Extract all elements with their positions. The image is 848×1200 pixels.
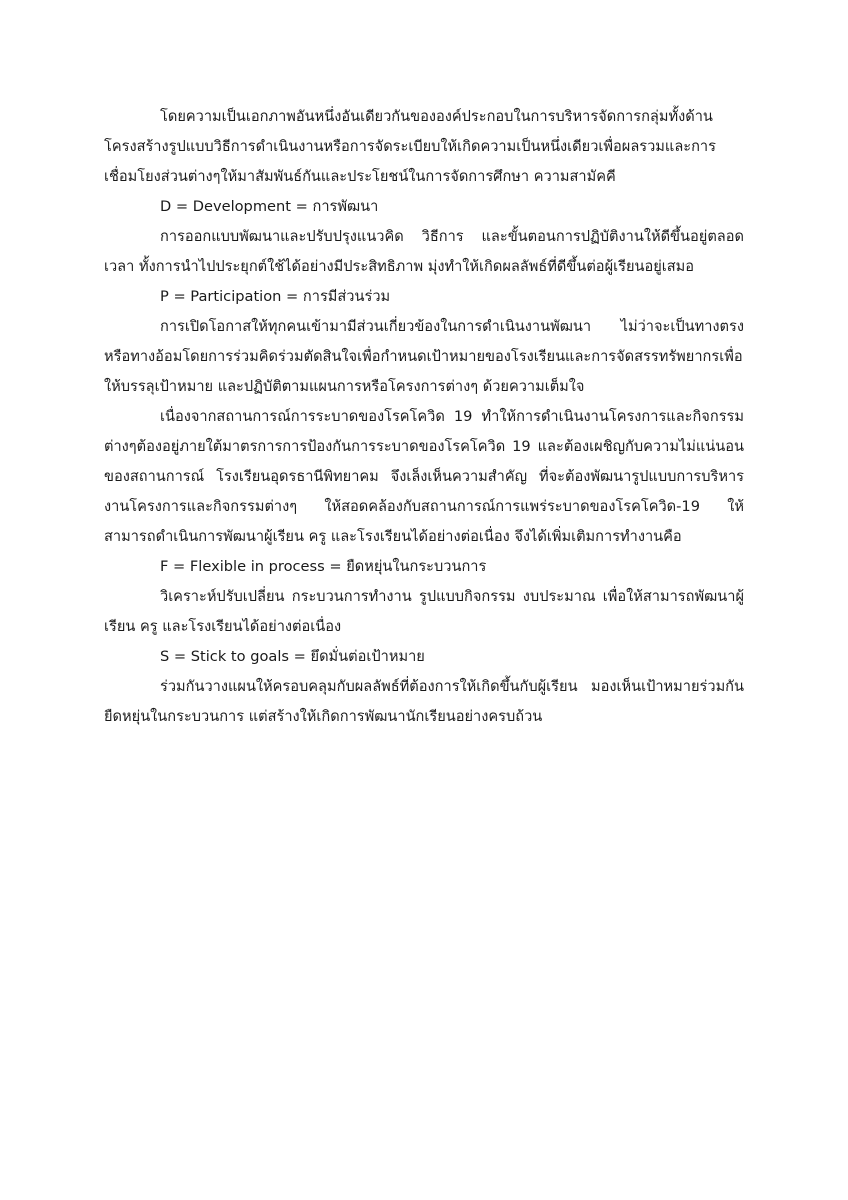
- document-body: [104, 102, 744, 732]
- paragraph-stick-heading: S = Stick to goals = ยึดมั่นต่อเป้าหมาย: [160, 648, 425, 665]
- paragraph-participation-heading: P = Participation = การมีส่วนร่วม: [160, 288, 391, 305]
- paragraph-development-heading: D = Development = การพัฒนา: [160, 198, 379, 215]
- paragraph-participation: การเปิดโอกาสให้ทุกคนเข้ามามีส่วนเกี่ยวข้องในการดำเนินงานพัฒนา ไม่ว่าจะเป็นทางตรงหรือทางอ้อมโดยการร่วมคิดร่วมตัดสินใจเพื่อกำหนดเป้าหมายของโรงเรียนและการจัดสรรทรัพยากรเพื่อให้บรรลุเป้าหมาย และปฏิบัติตามแผนการหรือโครงการต่างๆ ด้วยความเต็มใจ: [104, 318, 744, 395]
- paragraph-covid-context: เนื่องจากสถานการณ์การระบาดของโรคโควิด 19 ทำให้การดำเนินงานโครงการและกิจกรรมต่างๆต้องอยู่ภายใต้มาตรการการป้องกันการระบาดของโรคโควิด 19 และต้องเผชิญกับความไม่แน่นอนของสถานการณ์ โรงเรียนอุดรธานีพิทยาคม จึงเล็งเห็นความสำคัญ ที่จะต้องพัฒนารูปแบบการบริหารงานโครงการและกิจกรรมต่างๆ ให้สอดคล้องกับสถานการณ์การแพร่ระบาดของโรคโควิด-19 ให้สามารถดำเนินการพัฒนาผู้เรียน ครู และโรงเรียนได้อย่างต่อเนื่อง จึงได้เพิ่มเติมการทำงานคือ: [104, 408, 744, 545]
- paragraph-flexible-heading: F = Flexible in process = ยืดหยุ่นในกระบวนการ: [160, 558, 487, 575]
- paragraph-stick: ร่วมกันวางแผนให้ครอบคลุมกับผลลัพธ์ที่ต้องการให้เกิดขึ้นกับผู้เรียน มองเห็นเป้าหมายร่วมกัน ยืดหยุ่นในกระบวนการ แต่สร้างให้เกิดการพัฒนานักเรียนอย่างครบถ้วน: [104, 678, 744, 725]
- paragraph-flexible: วิเคราะห์ปรับเปลี่ยน กระบวนการทำงาน รูปแบบกิจกรรม งบประมาณ เพื่อให้สามารถพัฒนาผู้เรียน ครู และโรงเรียนได้อย่างต่อเนื่อง: [104, 588, 744, 635]
- paragraph-unity: โดยความเป็นเอกภาพอันหนึ่งอันเดียวกันขององค์ประกอบในการบริหารจัดการกลุ่มทั้งด้านโครงสร้างรูปแบบวิธีการดำเนินงานหรือการจัดระเบียบให้เกิดความเป็นหนึ่งเดียวเพื่อผลรวมและการเชื่อมโยงส่วนต่างๆให้มาสัมพันธ์กันและประโยชน์ในการจัดการศึกษา ความสามัคคี: [104, 108, 716, 185]
- paragraph-development: การออกแบบพัฒนาและปรับปรุงแนวคิด วิธีการ และขั้นตอนการปฏิบัติงานให้ดีขึ้นอยู่ตลอดเวลา ทั้งการนำไปประยุกต์ใช้ได้อย่างมีประสิทธิภาพ มุ่งทำให้เกิดผลลัพธ์ที่ดีขึ้นต่อผู้เรียนอยู่เสมอ: [104, 228, 744, 275]
